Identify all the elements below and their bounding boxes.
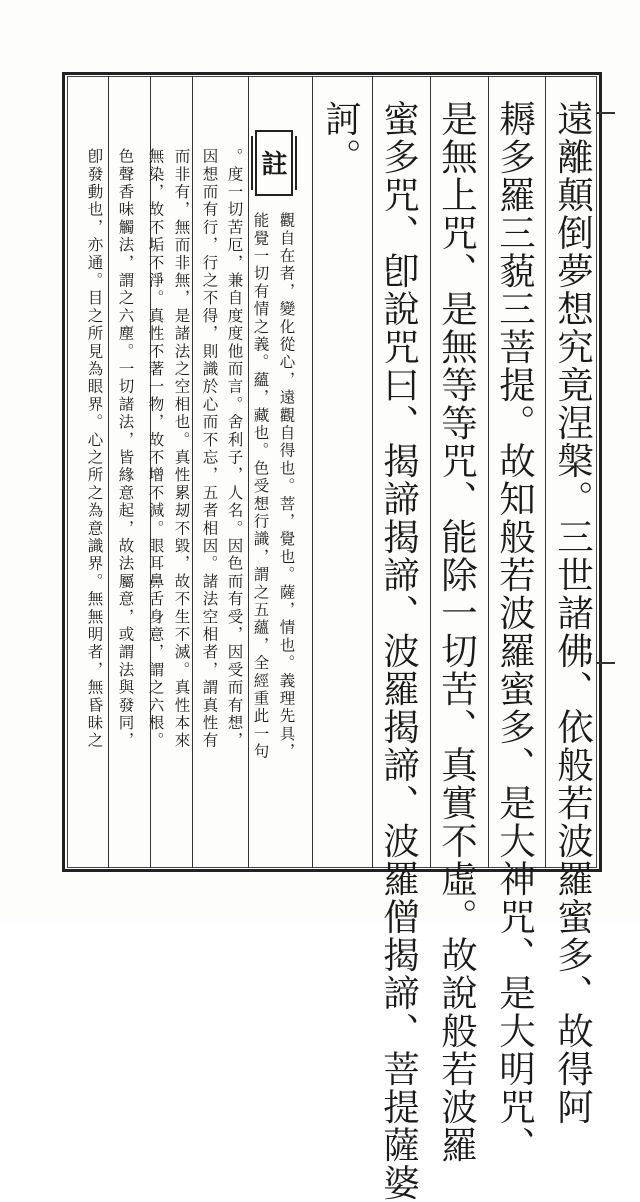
- commentary-line-2: 能覺一切有情之義。蘊，藏也。色受想行識，謂之五蘊，全經重此一句: [251, 212, 270, 761]
- margin-tick-top: [597, 112, 615, 114]
- commentary-line-7: 色聲香味觸法，謂之六塵。一切諸法，皆緣意起，故法屬意，或謂法與發同，: [116, 148, 135, 750]
- column-rule: [312, 76, 313, 868]
- commentary-line-3: 。度一切苦厄，兼自度度他而言。舍利子，人名。因色而有受，因受而有想，: [225, 148, 244, 750]
- column-rule: [248, 76, 249, 868]
- column-rule: [545, 76, 546, 868]
- column-rule: [108, 76, 109, 868]
- column-rule: [192, 76, 193, 868]
- column-rule: [430, 76, 431, 868]
- commentary-line-6: 無染，故不垢不淨。真性不著一物，故不增不減。眼耳鼻舌身意，謂之六根。: [146, 148, 165, 750]
- sutra-line-4: 蜜多咒、卽說咒曰、揭諦揭諦、波羅揭諦、波羅僧揭諦、菩提薩婆: [377, 100, 421, 1202]
- column-rule: [372, 76, 373, 868]
- column-rule: [488, 76, 489, 868]
- commentary-line-5: 而非有，無而非無，是諸法之空相也。真性累刼不毀，故不生不滅。真性本來: [172, 148, 191, 750]
- commentary-line-8: 卽發動也，亦通。目之所見為眼界。心之所之為意識界。無無明者，無昏昧之: [85, 148, 104, 750]
- sutra-line-2: 耨多羅三藐三菩提。故知般若波羅蜜多、是大神咒、是大明咒、: [493, 100, 537, 1164]
- commentary-label: 註: [255, 130, 293, 196]
- commentary-line-4: 因想而有行，行之不得，則識於心而不忘，五者相因。諸法空相者，謂真性有: [200, 148, 219, 750]
- sutra-line-3: 是無上咒、是無等等咒、能除一切苦、真實不虛。故說般若波羅: [435, 100, 479, 1164]
- sutra-line-1: 遠離顛倒夢想究竟涅槃。三世諸佛、依般若波羅蜜多、故得阿: [551, 100, 595, 1126]
- sutra-line-5: 訶。: [319, 100, 363, 176]
- margin-tick-bottom: [597, 662, 615, 664]
- commentary-line-1: 觀自在者，變化從心，遠觀自得也。菩，覺也。薩，情也。義理先具，: [277, 212, 296, 761]
